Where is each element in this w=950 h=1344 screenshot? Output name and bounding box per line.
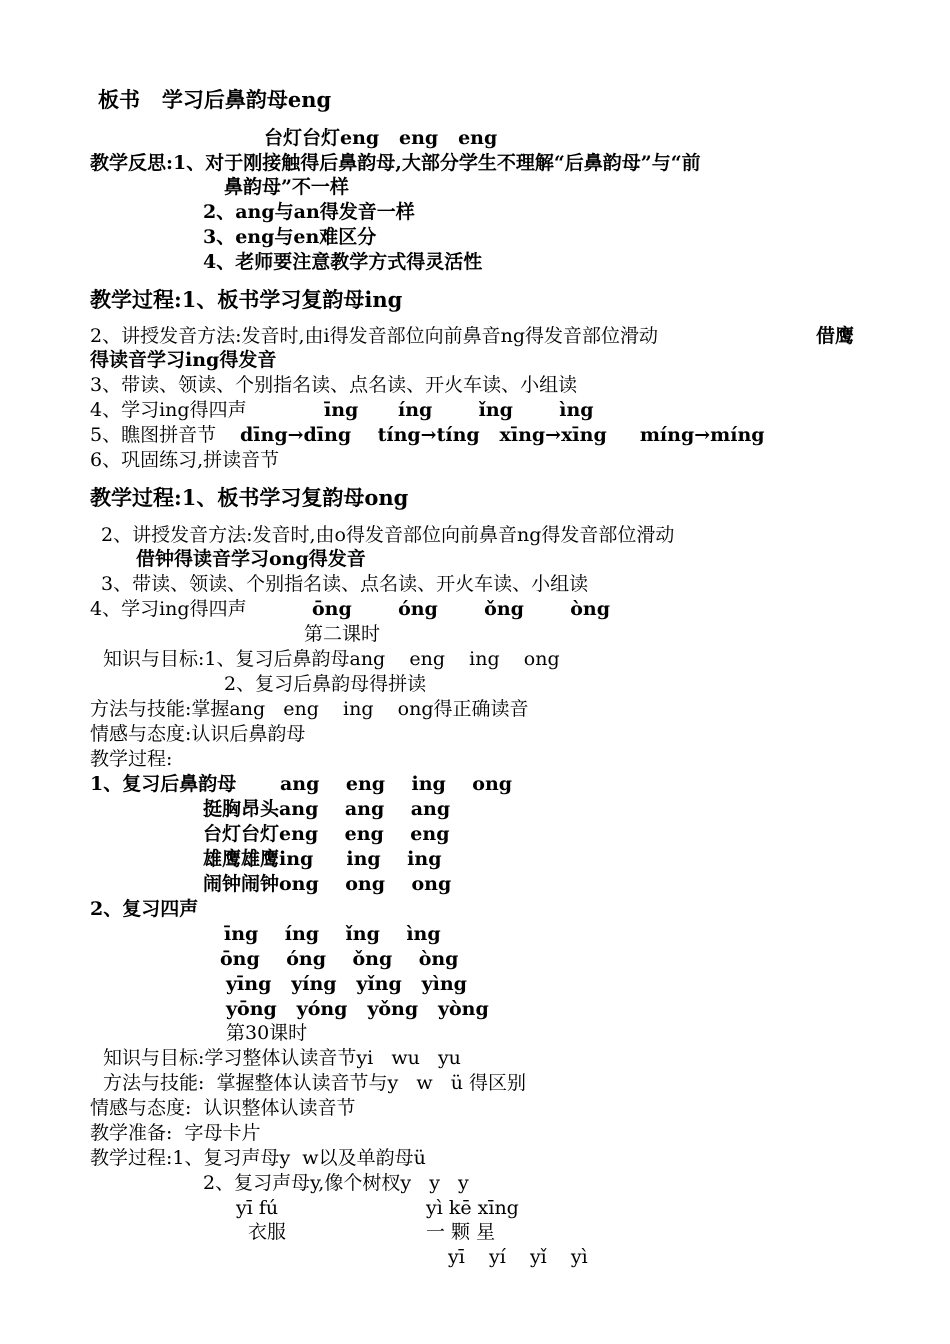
review-ong: 闹钟闹钟ong ong ong [203, 873, 452, 895]
review-ang: 挺胸昂头ang ang ang [203, 798, 451, 820]
process-heading-ing: 教学过程:1、板书学习复韵母ing [90, 287, 403, 312]
tones-ong: ōng óng ǒng òng [220, 948, 459, 970]
ing-step-2-cont: 得读音学习ing得发音 [90, 349, 277, 371]
lesson-2-goal-2: 2、复习后鼻韵母得拼读 [224, 673, 427, 695]
review-1-heading: 1、复习后鼻韵母 [90, 773, 237, 795]
ing-step-3: 3、带读、领读、个别指名读、点名读、开火车读、小组读 [90, 374, 578, 396]
tones-yong: yōng yóng yǒng yòng [226, 998, 489, 1020]
tones-ying: yīng yíng yǐng yìng [226, 973, 467, 995]
lesson-30-title: 第30课时 [226, 1022, 308, 1044]
lesson-2-title: 第二课时 [304, 623, 381, 645]
tones-ing: īng íng ǐng ìng [224, 923, 441, 945]
review-ing: 雄鹰雄鹰ing ing ing [203, 848, 442, 870]
lesson-2-method: 方法与技能:掌握ang eng ing ong得正确读音 [90, 698, 529, 720]
ong-tones: ōng óng ǒng òng [312, 598, 610, 620]
lesson-30-process-2: 2、复习声母y,像个树杈y y y [203, 1172, 469, 1194]
reflection-line-4: 4、老师要注意教学方式得灵活性 [203, 251, 483, 273]
ong-step-2-cont: 借钟得读音学习ong得发音 [136, 548, 366, 570]
ing-step-2: 2、讲授发音方法:发音时,由i得发音部位向前鼻音ng得发音部位滑动 [90, 325, 659, 347]
yi-tones: yī yí yǐ yì [448, 1246, 588, 1268]
lesson-30-method: 方法与技能: 掌握整体认读音节与y w ü 得区别 [103, 1072, 526, 1094]
review-1-finals: ang eng ing ong [280, 773, 513, 795]
word-one-star: 一 颗 星 [426, 1221, 496, 1243]
review-2-heading: 2、复习四声 [90, 898, 199, 920]
lesson-30-goal: 知识与目标:学习整体认读音节yi wu yu [103, 1047, 461, 1069]
lesson-2-goal-1: 知识与目标:1、复习后鼻韵母ang eng ing ong [103, 648, 560, 670]
reflection-line-1-cont: 鼻韵母”不一样 [224, 176, 349, 198]
ong-step-4: 4、学习ing得四声 [90, 598, 247, 620]
ing-step-2-bold: 借鹰 [816, 325, 855, 347]
lesson-30-process-1: 教学过程:1、复习声母y w以及单韵母ü [90, 1147, 426, 1169]
word-clothes: 衣服 [248, 1221, 287, 1243]
reflection-line-2: 2、ang与an得发音一样 [203, 201, 415, 223]
ing-tones: īng íng ǐng ìng [324, 399, 594, 421]
ing-step-6: 6、巩固练习,拼读音节 [90, 449, 280, 471]
review-eng: 台灯台灯eng eng eng [203, 823, 450, 845]
pinyin-yikexing: yì kē xīng [426, 1197, 519, 1219]
reflection-line-3: 3、eng与en难区分 [203, 226, 377, 248]
lesson-2-process: 教学过程: [90, 748, 173, 770]
lesson-2-attitude: 情感与态度:认识后鼻韵母 [90, 723, 306, 745]
reflection-line-1: 教学反思:1、对于刚接触得后鼻韵母,大部分学生不理解“后鼻韵母”与“前 [90, 152, 701, 174]
ong-step-2: 2、讲授发音方法:发音时,由o得发音部位向前鼻音ng得发音部位滑动 [101, 524, 675, 546]
lesson-30-attitude: 情感与态度: 认识整体认读音节 [90, 1097, 356, 1119]
board-title-eng: 板书 学习后鼻韵母eng [98, 87, 332, 112]
board-line-eng: 台灯台灯eng eng eng [264, 127, 498, 149]
pinyin-yifu: yī fú [236, 1197, 279, 1219]
ong-step-3: 3、带读、领读、个别指名读、点名读、开火车读、小组读 [101, 573, 589, 595]
ing-step-4: 4、学习ing得四声 [90, 399, 247, 421]
process-heading-ong: 教学过程:1、板书学习复韵母ong [90, 485, 409, 510]
ing-step-5: 5、瞧图拼音节 [90, 424, 217, 446]
lesson-30-prep: 教学准备: 字母卡片 [90, 1122, 261, 1144]
ing-syllables: dīng→dīng tíng→tíng xīng→xīng míng→míng [240, 424, 765, 446]
